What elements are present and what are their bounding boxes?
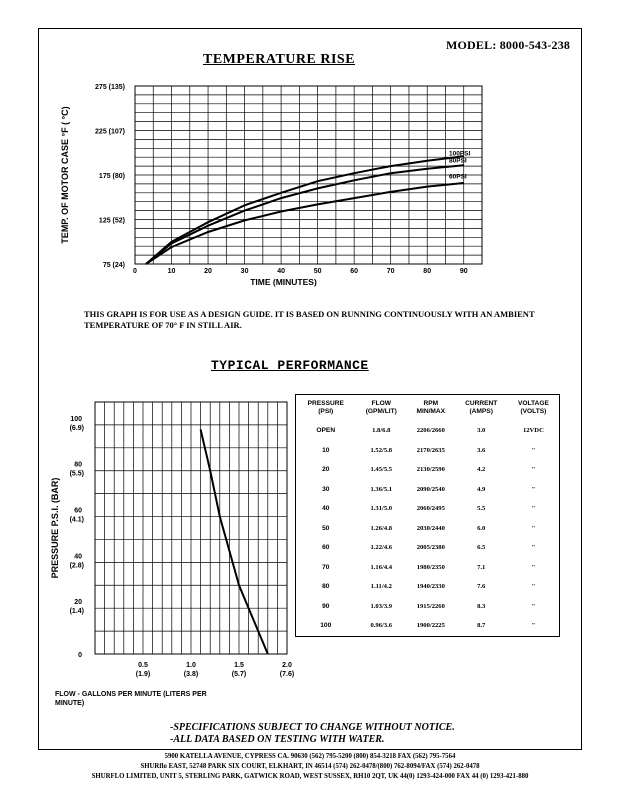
table-cell: 0.96/3.6: [370, 622, 393, 630]
table-cell: 30: [322, 485, 330, 493]
table-cell: 8.7: [477, 622, 486, 630]
table-cell: 20: [322, 466, 330, 474]
column-header: CURRENT (AMPS): [465, 400, 498, 415]
table-cell: 50: [322, 524, 330, 532]
x-axis-label: FLOW - GALLONS PER MINUTE (LITERS PER MINUTE): [55, 691, 207, 707]
x-tick-label: 1.5: [234, 662, 244, 669]
table-row: [296, 480, 559, 500]
address-line-1: 5900 KATELLA AVENUE, CYPRESS CA. 90630 (562) 795-5200 (800) 854-3218 FAX (562) 795-7564: [164, 753, 456, 760]
table-cell: 1.22/4.6: [370, 544, 393, 552]
table-cell: 8.3: [477, 602, 486, 610]
table-row: [296, 616, 559, 636]
table-cell: 1.31/5.0: [370, 505, 393, 513]
y-tick-label: 40: [74, 553, 82, 561]
table-row: [296, 460, 559, 480]
spec-line-2: -ALL DATA BASED ON TESTING WITH WATER.: [170, 734, 385, 745]
table-cell: 1.16/4.4: [370, 563, 393, 571]
x-tick-label: 1.0: [186, 662, 196, 669]
x-tick-sublabel: (5.7): [231, 671, 247, 678]
y-tick-label: 275 (135): [95, 84, 125, 91]
series-line: [146, 156, 464, 264]
table-cell: ": [531, 583, 536, 591]
table-cell: 1.03/3.9: [370, 602, 393, 610]
table-row: [296, 441, 559, 461]
table-cell: 2090/2540: [416, 485, 445, 493]
table-cell: ": [531, 466, 536, 474]
y-tick-label: 20: [74, 599, 82, 607]
spec-line-1: -SPECIFICATIONS SUBJECT TO CHANGE WITHOUT NOTICE.: [170, 722, 455, 733]
performance-curve-chart: [40, 390, 295, 720]
table-cell: 60: [322, 544, 330, 552]
address-line-3: SHURFLO LIMITED, UNIT 5, STERLING PARK, GATWICK ROAD, WEST SUSSEX, RH10 2QT, UK 44(0) 1293-424-000 FAX 44 (0) 1293-421-880: [91, 773, 529, 780]
column-header: RPM MIN/MAX: [416, 400, 446, 415]
table-cell: ": [531, 524, 536, 532]
y-axis-label: PRESSURE P.S.I. (BAR): [50, 477, 60, 579]
y-tick-label: 75 (24): [102, 262, 125, 269]
table-cell: 2030/2440: [416, 524, 445, 532]
table-cell: 1940/2330: [416, 583, 445, 591]
series-line: [146, 165, 464, 264]
table-header-row: [296, 395, 559, 421]
table-row: [296, 577, 559, 597]
table-row: [296, 597, 559, 617]
table-cell: 1.8/6.8: [372, 427, 391, 435]
table-cell: 12VDC: [522, 427, 544, 435]
table-cell: 1.26/4.8: [370, 524, 393, 532]
x-tick-label: 70: [386, 268, 395, 275]
temperature-chart-title: TEMPERATURE RISE: [203, 52, 356, 67]
column-header: PRESSURE (PSI): [307, 400, 344, 415]
table-row: [296, 558, 559, 578]
series-label: 100PSI: [449, 150, 471, 158]
table-cell: 70: [322, 563, 330, 571]
table-cell: 6.0: [477, 524, 486, 532]
table-body: [296, 421, 559, 636]
temperature-rise-chart: [40, 70, 540, 300]
table-cell: 5.5: [477, 505, 486, 513]
y-tick-label: 60: [74, 507, 82, 515]
x-tick-label: 50: [313, 268, 322, 275]
y-tick-label: 100: [70, 415, 82, 423]
table-cell: 7.6: [477, 583, 486, 591]
x-tick-label: 20: [204, 268, 212, 275]
table-cell: 1900/2225: [416, 622, 445, 630]
series-label: 60PSI: [449, 173, 467, 181]
x-tick-label: 90: [459, 268, 468, 275]
table-cell: 1.11/4.2: [370, 583, 392, 591]
x-tick-label: 2.0: [282, 662, 292, 669]
table-cell: 2060/2495: [416, 505, 445, 513]
column-header: VOLTAGE (VOLTS): [517, 400, 549, 415]
table-cell: 4.2: [477, 466, 486, 474]
table-cell: ": [531, 602, 536, 610]
y-tick-sublabel: (6.9): [69, 424, 84, 432]
table-cell: OPEN: [316, 427, 336, 435]
y-tick-label: 225 (107): [95, 128, 125, 136]
table-cell: ": [531, 485, 536, 493]
table-cell: ": [531, 544, 536, 552]
table-row: [296, 538, 559, 558]
x-tick-label: 60: [350, 268, 359, 275]
table-cell: 1.36/5.1: [370, 485, 393, 493]
performance-title: TYPICAL PERFORMANCE: [211, 358, 369, 373]
design-guide-note: THIS GRAPH IS FOR USE AS A DESIGN GUIDE. IT IS BASED ON RUNNING CONTINUOUSLY WITH AN AMBIENT TEMPERATURE OF 70° F IN STILL AIR.: [84, 309, 535, 330]
table-row: [296, 519, 559, 539]
x-tick-label: 40: [277, 268, 286, 275]
table-cell: 90: [322, 602, 330, 610]
table-cell: 6.5: [477, 544, 486, 552]
table-cell: ": [531, 505, 536, 513]
x-tick-label: 10: [167, 268, 176, 275]
y-tick-label: 175 (80): [98, 173, 125, 180]
column-header: FLOW (GPM/LIT): [365, 400, 397, 415]
table-row: [296, 421, 559, 441]
table-cell: 3.6: [477, 446, 486, 454]
series-line: [146, 183, 464, 264]
y-tick-sublabel: (5.5): [69, 470, 84, 478]
performance-table: [295, 394, 560, 637]
x-tick-label: 30: [240, 268, 249, 275]
table-row: [296, 499, 559, 519]
table-cell: 1980/2350: [416, 563, 445, 571]
x-tick-sublabel: (3.8): [183, 671, 199, 678]
table-cell: 7.1: [477, 563, 486, 571]
y-tick-sublabel: (1.4): [69, 608, 84, 616]
x-tick-sublabel: (7.6): [279, 671, 295, 678]
x-tick-label: 0.5: [138, 662, 148, 669]
x-tick-label: 0: [133, 268, 137, 275]
performance-curve: [201, 430, 268, 655]
y-tick-sublabel: (4.1): [69, 516, 84, 524]
table-cell: 2170/2635: [416, 446, 445, 454]
model-number: MODEL: 8000-543-238: [446, 38, 571, 52]
y-axis-label: TEMP. OF MOTOR CASE °F ( °C): [60, 106, 70, 244]
table-cell: 3.0: [477, 427, 486, 435]
table-cell: 4.9: [477, 485, 486, 493]
y-tick-sublabel: (2.8): [69, 562, 84, 570]
table-cell: 10: [322, 446, 330, 454]
table-cell: ": [531, 446, 536, 454]
table-cell: ": [531, 563, 536, 571]
table-cell: 100: [320, 622, 332, 630]
table-cell: 1.45/5.5: [370, 466, 393, 474]
table-cell: 80: [322, 583, 330, 591]
series-label: 80PSI: [449, 157, 467, 165]
table-cell: ": [531, 622, 536, 630]
table-cell: 2206/2660: [416, 427, 445, 435]
table-cell: 1915/2260: [416, 602, 445, 610]
x-tick-sublabel: (1.9): [135, 671, 151, 678]
table-cell: 1.52/5.8: [370, 446, 393, 454]
table-cell: 2005/2380: [416, 544, 445, 552]
x-axis-label: TIME (MINUTES): [250, 277, 317, 287]
y-tick-label: 80: [74, 461, 82, 469]
table-cell: 2130/2590: [416, 466, 445, 474]
table-cell: 40: [322, 505, 330, 513]
y-tick-label: 125 (52): [98, 217, 125, 225]
y-tick-label: 0: [78, 652, 82, 659]
x-tick-label: 80: [423, 268, 432, 275]
address-line-2: SHURflo EAST, 52748 PARK SIX COURT, ELKHART, IN 46514 (574) 262-0478/(800) 762-8094/FAX (574) 262-0478: [140, 763, 480, 770]
specifications-note: [170, 722, 455, 746]
